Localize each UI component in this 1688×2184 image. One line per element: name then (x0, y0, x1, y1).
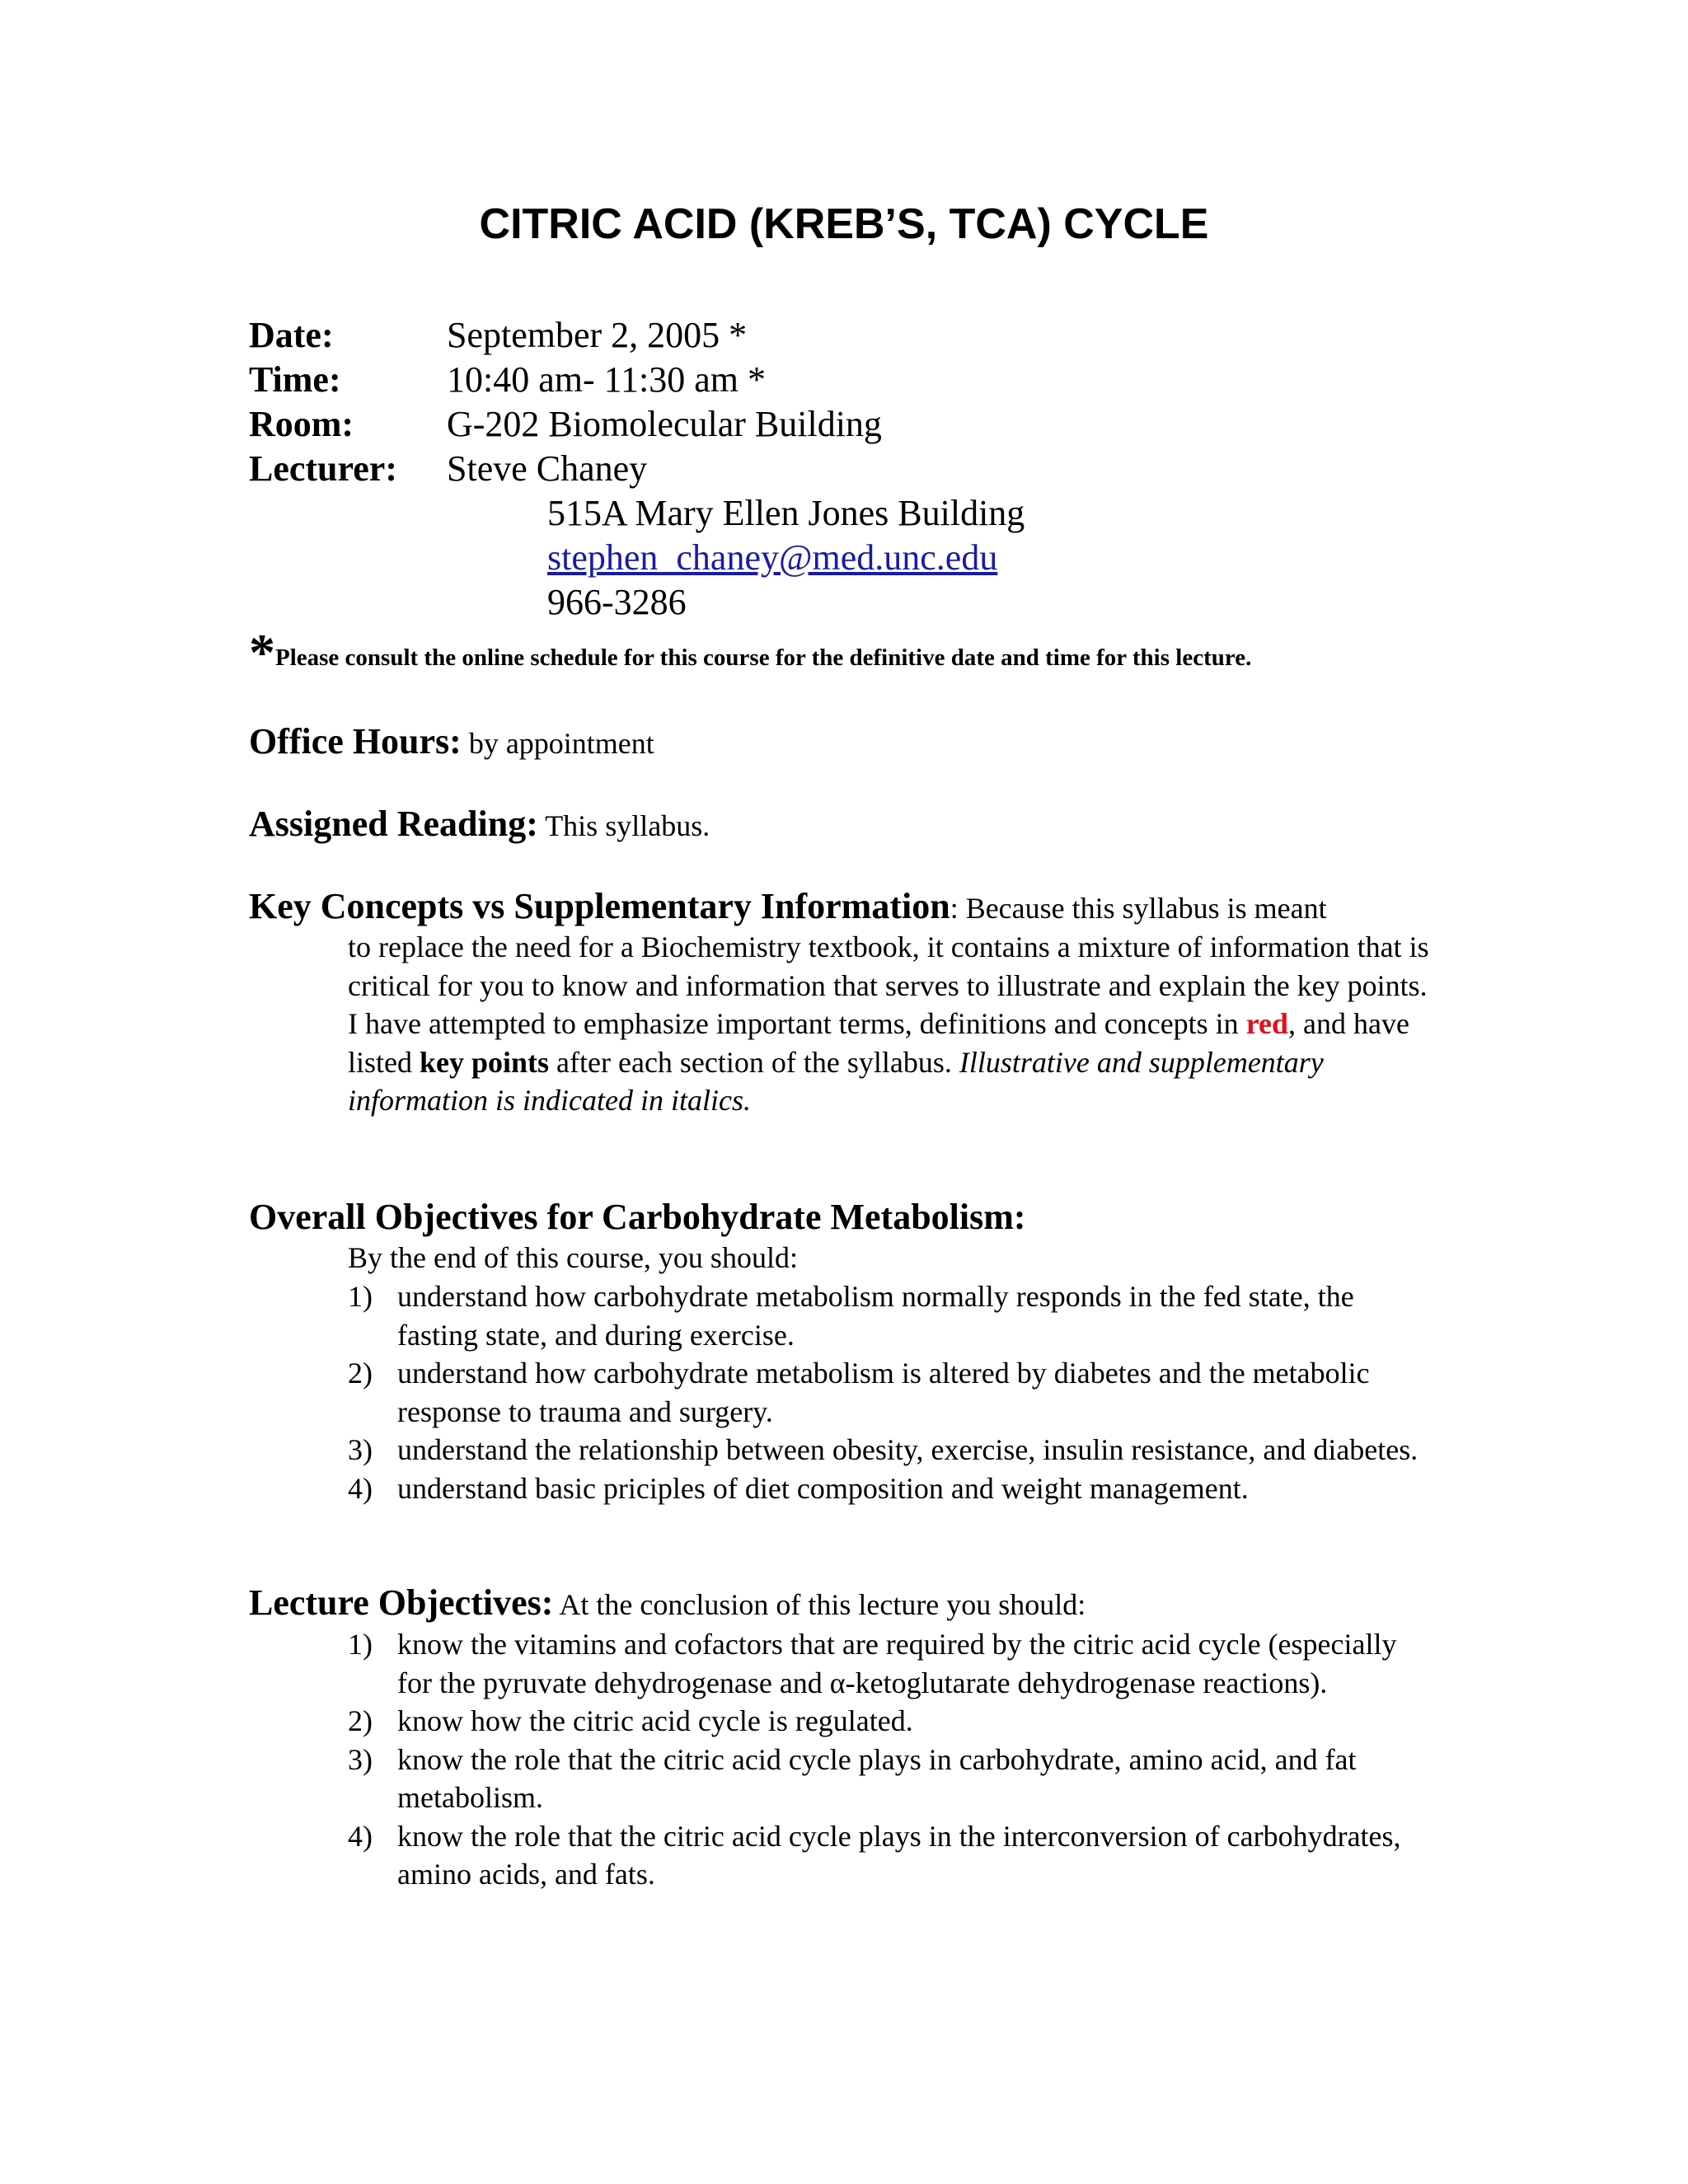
list-item (348, 1277, 1436, 1354)
item-number: 2) (348, 1357, 373, 1390)
list-item (348, 1354, 1436, 1431)
item-text: understand the relationship between obesity, exercise, insulin resistance, and diabetes. (397, 1433, 1418, 1466)
list-item (348, 1741, 1436, 1817)
overall-objectives-list (348, 1277, 1436, 1507)
item-text: know the vitamins and cofactors that are required by the citric acid cycle (especially for the pyruvate dehydrogenase and α-ketoglutarate dehydrogenase reactions). (397, 1628, 1397, 1699)
lecture-objectives-list (348, 1625, 1436, 1894)
key-concepts-heading: Key Concepts vs Supplementary Information (249, 886, 950, 926)
office-hours (249, 721, 654, 764)
lecture-objectives-heading-line (249, 1582, 1085, 1625)
item-number: 4) (348, 1471, 373, 1505)
lecture-objectives-intro: At the conclusion of this lecture you should: (553, 1588, 1086, 1621)
assigned-reading-heading: Assigned Reading: (249, 804, 538, 844)
item-text: understand how carbohydrate metabolism is altered by diabetes and the metabolic response to trauma and surgery. (397, 1357, 1370, 1428)
note-text: Please consult the online schedule for this course for the definitive date and time for this lecture. (275, 644, 1252, 671)
page-title: CITRIC ACID (KREB’S, TCA) CYCLE (479, 200, 1209, 248)
item-text: know how the citric acid cycle is regulated. (397, 1704, 913, 1737)
item-text: know the role that the citric acid cycle plays in carbohydrate, amino acid, and fat metabolism. (397, 1742, 1357, 1814)
key-concepts-intro: : Because this syllabus is meant (950, 892, 1327, 925)
key-concepts-body (348, 928, 1444, 1120)
item-text: understand how carbohydrate metabolism normally responds in the fed state, the fasting state, and during exercise. (397, 1280, 1354, 1352)
item-number: 1) (348, 1280, 373, 1313)
overall-objectives-heading: Overall Objectives for Carbohydrate Metabolism: (249, 1197, 1026, 1237)
room-value: G-202 Biomolecular Building (447, 404, 882, 444)
schedule-note (249, 623, 1252, 684)
office-address: 515A Mary Ellen Jones Building (547, 493, 1025, 533)
item-number: 4) (348, 1819, 373, 1853)
item-number: 3) (348, 1742, 373, 1776)
date-label: Date: (249, 315, 334, 355)
asterisk: * (249, 623, 275, 682)
lecturer-value: Steve Chaney (447, 448, 648, 489)
overall-objectives-intro: By the end of this course, you should: (348, 1241, 798, 1274)
phone-number: 966-3286 (547, 582, 687, 622)
key-concepts-text-2: , and have listed (348, 1007, 1409, 1079)
red-word: red (1245, 1007, 1289, 1040)
time-label: Time: (249, 359, 341, 400)
item-number: 1) (348, 1628, 373, 1661)
room-label: Room: (249, 404, 354, 444)
office-hours-heading: Office Hours: (249, 721, 462, 762)
list-item (348, 1469, 1436, 1508)
item-number: 3) (348, 1433, 373, 1466)
time-value: 10:40 am- 11:30 am * (447, 359, 766, 400)
list-item (348, 1817, 1436, 1894)
key-points-phrase: key points (420, 1045, 550, 1079)
item-text: know the role that the citric acid cycle plays in the interconversion of carbohydrates, amino acids, and fats. (397, 1819, 1401, 1891)
assigned-reading (249, 804, 710, 846)
lecture-objectives-heading: Lecture Objectives: (249, 1582, 554, 1623)
key-concepts-text-1: to replace the need for a Biochemistry textbook, it contains a mixture of information that is critical for you to know and information that serves to illustrate and explain the key points. I have attempted to emphasize important terms, definitions and concepts in (348, 930, 1429, 1040)
list-item (348, 1625, 1436, 1702)
list-item (348, 1702, 1436, 1741)
lecturer-label: Lecturer: (249, 448, 397, 489)
item-number: 2) (348, 1704, 373, 1737)
assigned-reading-text: This syllabus. (537, 809, 710, 842)
key-concepts-heading-line (249, 886, 1327, 929)
list-item (348, 1431, 1436, 1469)
email-link[interactable]: stephen_chaney@med.unc.edu (547, 537, 998, 578)
key-concepts-text-3: after each section of the syllabus. (549, 1045, 959, 1079)
item-text: understand basic priciples of diet composition and weight management. (397, 1471, 1249, 1505)
date-value: September 2, 2005 * (447, 315, 748, 355)
italic-note: Illustrative and supplementary information is indicated in italics. (348, 1045, 1324, 1117)
office-hours-text: by appointment (461, 727, 654, 760)
overall-objectives-heading-line (249, 1197, 1026, 1240)
